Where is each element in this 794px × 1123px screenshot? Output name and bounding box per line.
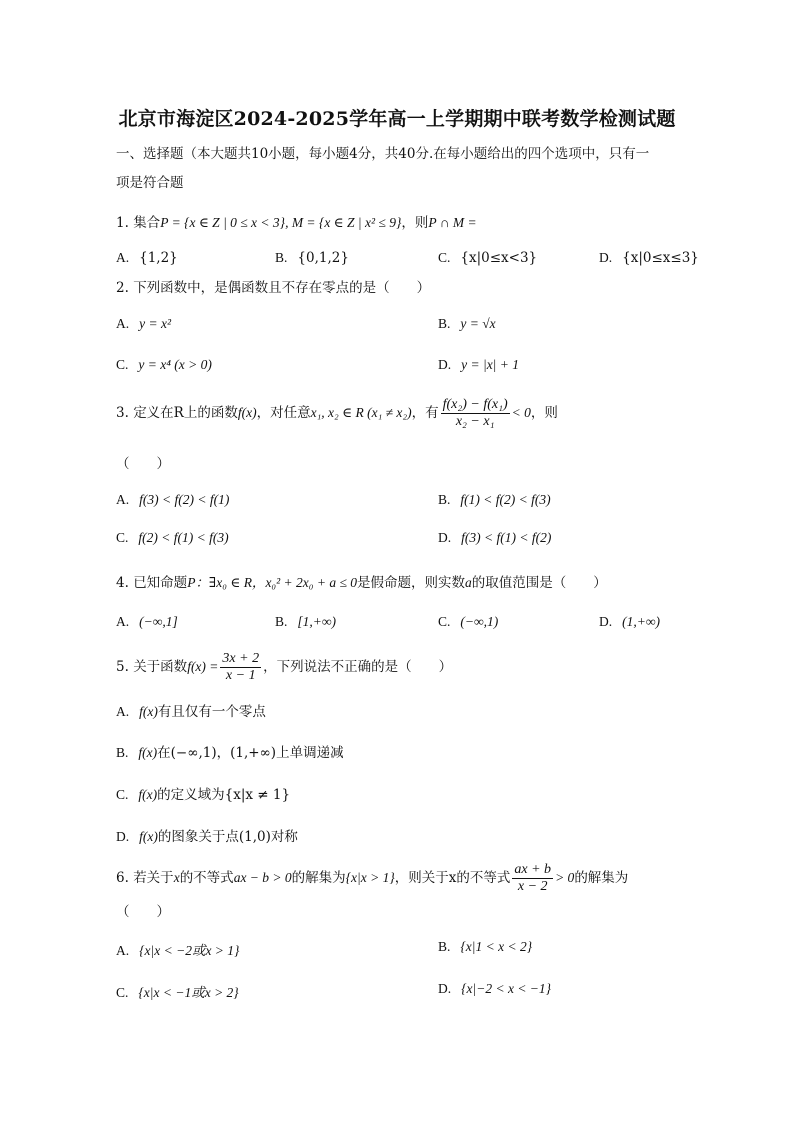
- question-1-stem: 1. 集合P = {x ∈ Z | 0 ≤ x < 3}, M = {x ∈ Z | x² ≤ 9}，则P ∩ M =: [116, 215, 477, 231]
- question-3-option-c[interactable]: C. f(2) < f(1) < f(3): [116, 530, 229, 545]
- question-2-stem: 2. 下列函数中，是偶函数且不存在零点的是（ ）: [116, 280, 431, 296]
- question-3-blank: （ ）: [116, 456, 170, 472]
- question-1-option-b[interactable]: B. {0,1,2}: [275, 250, 349, 266]
- question-4-option-d[interactable]: D. (1,+∞): [599, 614, 660, 629]
- section-instruction-line2: 项是符合题: [116, 175, 184, 191]
- question-5-option-d[interactable]: D. f(x)的图象关于点(1,0)对称: [116, 829, 298, 845]
- question-5-option-a[interactable]: A. f(x)有且仅有一个零点: [116, 704, 266, 720]
- question-3-option-d[interactable]: D. f(3) < f(1) < f(2): [438, 530, 552, 545]
- question-6-stem: 6. 若关于x的不等式ax − b > 0的解集为{x|x > 1}，则关于x的不等式 $\frac{ax + b}{x - 2}$ > 0的解集为: [116, 862, 629, 894]
- question-3-option-a[interactable]: A. f(3) < f(2) < f(1): [116, 492, 230, 507]
- question-3-stem: 3. 定义在R上的函数f(x)，对任意x₁, x₂ ∈ R (x₁ ≠ x₂)，有 $\frac{\text{f(x₂) − f(x₁)}}{\text{x₂ − x₁}}$ < 0，则: [116, 397, 558, 429]
- question-6-blank: （ ）: [116, 904, 170, 920]
- question-4-stem: 4. 已知命题P：∃x₀ ∈ R，x₀² + 2x₀ + a ≤ 0是假命题，则实数a的取值范围是（ ）: [116, 575, 607, 591]
- fraction: $\frac{\text{f(x₂) − f(x₁)}}{\text{x₂ − x₁}}$: [442, 397, 508, 429]
- page-title: 北京市海淀区2024-2025学年高一上学期期中联考数学检测试题: [118, 108, 676, 130]
- question-number: 1.: [116, 215, 129, 231]
- question-number: 6.: [116, 870, 129, 886]
- question-4-option-c[interactable]: C. (−∞,1): [438, 614, 499, 629]
- question-number: 5.: [116, 659, 129, 675]
- fraction: $\frac{ax + b}{x - 2}$: [514, 862, 552, 894]
- question-number: 2.: [116, 280, 129, 296]
- question-6-option-c[interactable]: C. {x|x < −1或x > 2}: [116, 985, 239, 1000]
- question-6-option-b[interactable]: B. {x|1 < x < 2}: [438, 939, 533, 954]
- fraction: $\frac{3x + 2}{x - 1}$: [222, 651, 260, 683]
- question-6-option-a[interactable]: A. {x|x < −2或x > 1}: [116, 943, 240, 958]
- question-2-option-c[interactable]: C. y = x⁴ (x > 0): [116, 357, 212, 372]
- question-5-option-c[interactable]: C. f(x)的定义域为{x|x ≠ 1}: [116, 787, 291, 803]
- question-1-option-a[interactable]: A. {1,2}: [116, 250, 178, 266]
- question-5-option-b[interactable]: B. f(x)在(−∞,1)，(1,+∞)上单调递减: [116, 745, 344, 761]
- question-number: 4.: [116, 575, 129, 591]
- question-5-stem: 5. 关于函数f(x) = $\frac{3x + 2}{x - 1}$ ，下列说法不正确的是（ ）: [116, 651, 453, 683]
- section-instruction-line1: 一、选择题（本大题共10小题，每小题4分，共40分.在每小题给出的四个选项中，只有一: [116, 146, 650, 162]
- question-1-option-c[interactable]: C. {x|0≤x<3}: [438, 250, 538, 266]
- question-3-option-b[interactable]: B. f(1) < f(2) < f(3): [438, 492, 551, 507]
- question-number: 3.: [116, 405, 129, 421]
- question-6-option-d[interactable]: D. {x|−2 < x < −1}: [438, 981, 552, 996]
- question-4-option-a[interactable]: A. (−∞,1]: [116, 614, 178, 629]
- question-4-option-b[interactable]: B. [1,+∞): [275, 614, 336, 629]
- question-2-option-b[interactable]: B. y = √x: [438, 316, 496, 331]
- question-2-option-a[interactable]: A. y = x²: [116, 316, 172, 331]
- question-2-option-d[interactable]: D. y = |x| + 1: [438, 357, 520, 372]
- question-1-option-d[interactable]: D. {x|0≤x≤3}: [599, 250, 699, 266]
